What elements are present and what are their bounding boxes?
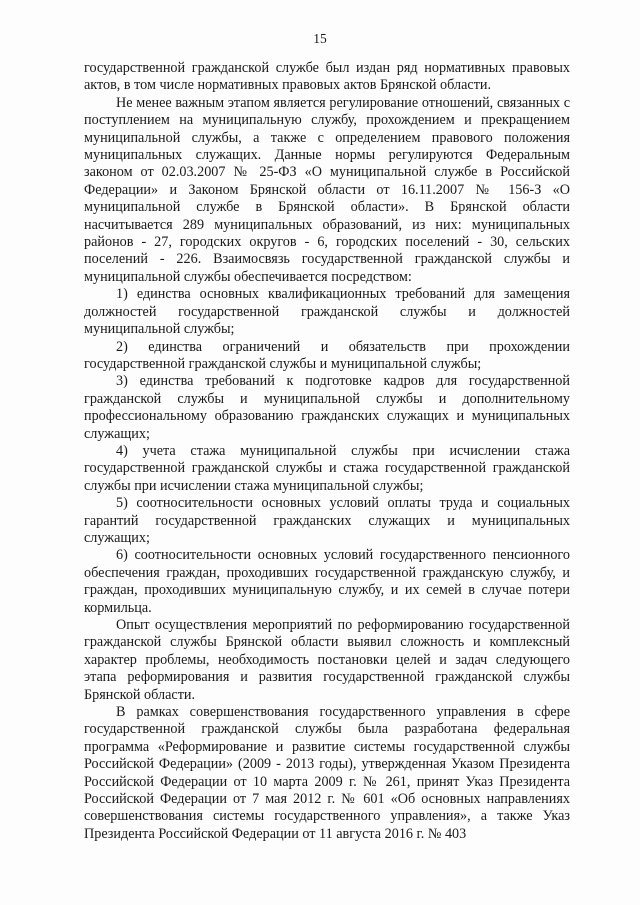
paragraph-reform-experience: Опыт осуществления мероприятий по реформированию государственной гражданской службы Брянской области выявил сложность и комплексный характер проблемы, необходимость постановки целей и задач следующего этапа реформирования и развития государственной гражданской службы Брянской области. — [84, 617, 570, 703]
paragraph-municipal-service: Не менее важным этапом является регулирование отношений, связанных с поступлением на муниципальную службу, прохождением и прекращением муниципальной службы, а также с определением правового положения муниципальных служащих. Данные нормы регулируются Федеральным законом от 02.03.2007 № 25-ФЗ «О муниципальной службе в Российской Федерации» и Законом Брянской области от 16.11.2007 № 156-З «О муниципальной службе в Брянской области». В Брянской области насчитывается 289 муниципальных образований, из них: муниципальных районов - 27, городских округов - 6, городских поселений - 30, сельских поселений - 226. Взаимосвязь государственной гражданской службы и муниципальной службы обеспечивается посредством: — [84, 94, 570, 285]
paragraph-federal-program: В рамках совершенствования государственного управления в сфере государственной гражданской службы была разработана федеральная программа «Реформирование и развитие системы государственной службы Российской Федерации» (2009 - 2013 годы), утвержденная Указом Президента Российской Федерации от 10 марта 2009 г. № 261, принят Указ Президента Российской Федерации от 7 мая 2012 г. № 601 «Об основных направлениях совершенствования системы государственного управления», а также Указ Президента Российской Федерации от 11 августа 2016 г. № 403 — [84, 704, 570, 842]
list-item-2: 2) единства ограничений и обязательств при прохождении государственной гражданской службы и муниципальной службы; — [84, 338, 570, 372]
list-item-5: 5) соотносительности основных условий оплаты труда и социальных гарантий государственной гражданских служащих и муниципальных служащих; — [84, 495, 570, 546]
list-item-6: 6) соотносительности основных условий государственного пенсионного обеспечения граждан, проходивших государственной гражданскую службу, и граждан, проходивших муниципальную службу, и их семей в случае потери кормильца. — [84, 547, 570, 616]
page-number: 15 — [313, 31, 327, 46]
document-body — [84, 60, 570, 843]
list-item-3: 3) единства требований к подготовке кадров для государственной гражданской службы и муниципальной службы и дополнительному профессиональному образованию гражданских служащих и муниципальных служащих; — [84, 373, 570, 442]
list-item-4: 4) учета стажа муниципальной службы при исчислении стажа государственной гражданской службы и стажа государственной гражданской службы при исчислении стажа муниципальной службы; — [84, 442, 570, 494]
paragraph-continuation: государственной гражданской службе был издан ряд нормативных правовых актов, в том числе нормативных правовых актов Брянской области. — [84, 60, 570, 94]
list-item-1: 1) единства основных квалификационных требований для замещения должностей государственной гражданской службы и должностей муниципальной службы; — [84, 286, 570, 338]
